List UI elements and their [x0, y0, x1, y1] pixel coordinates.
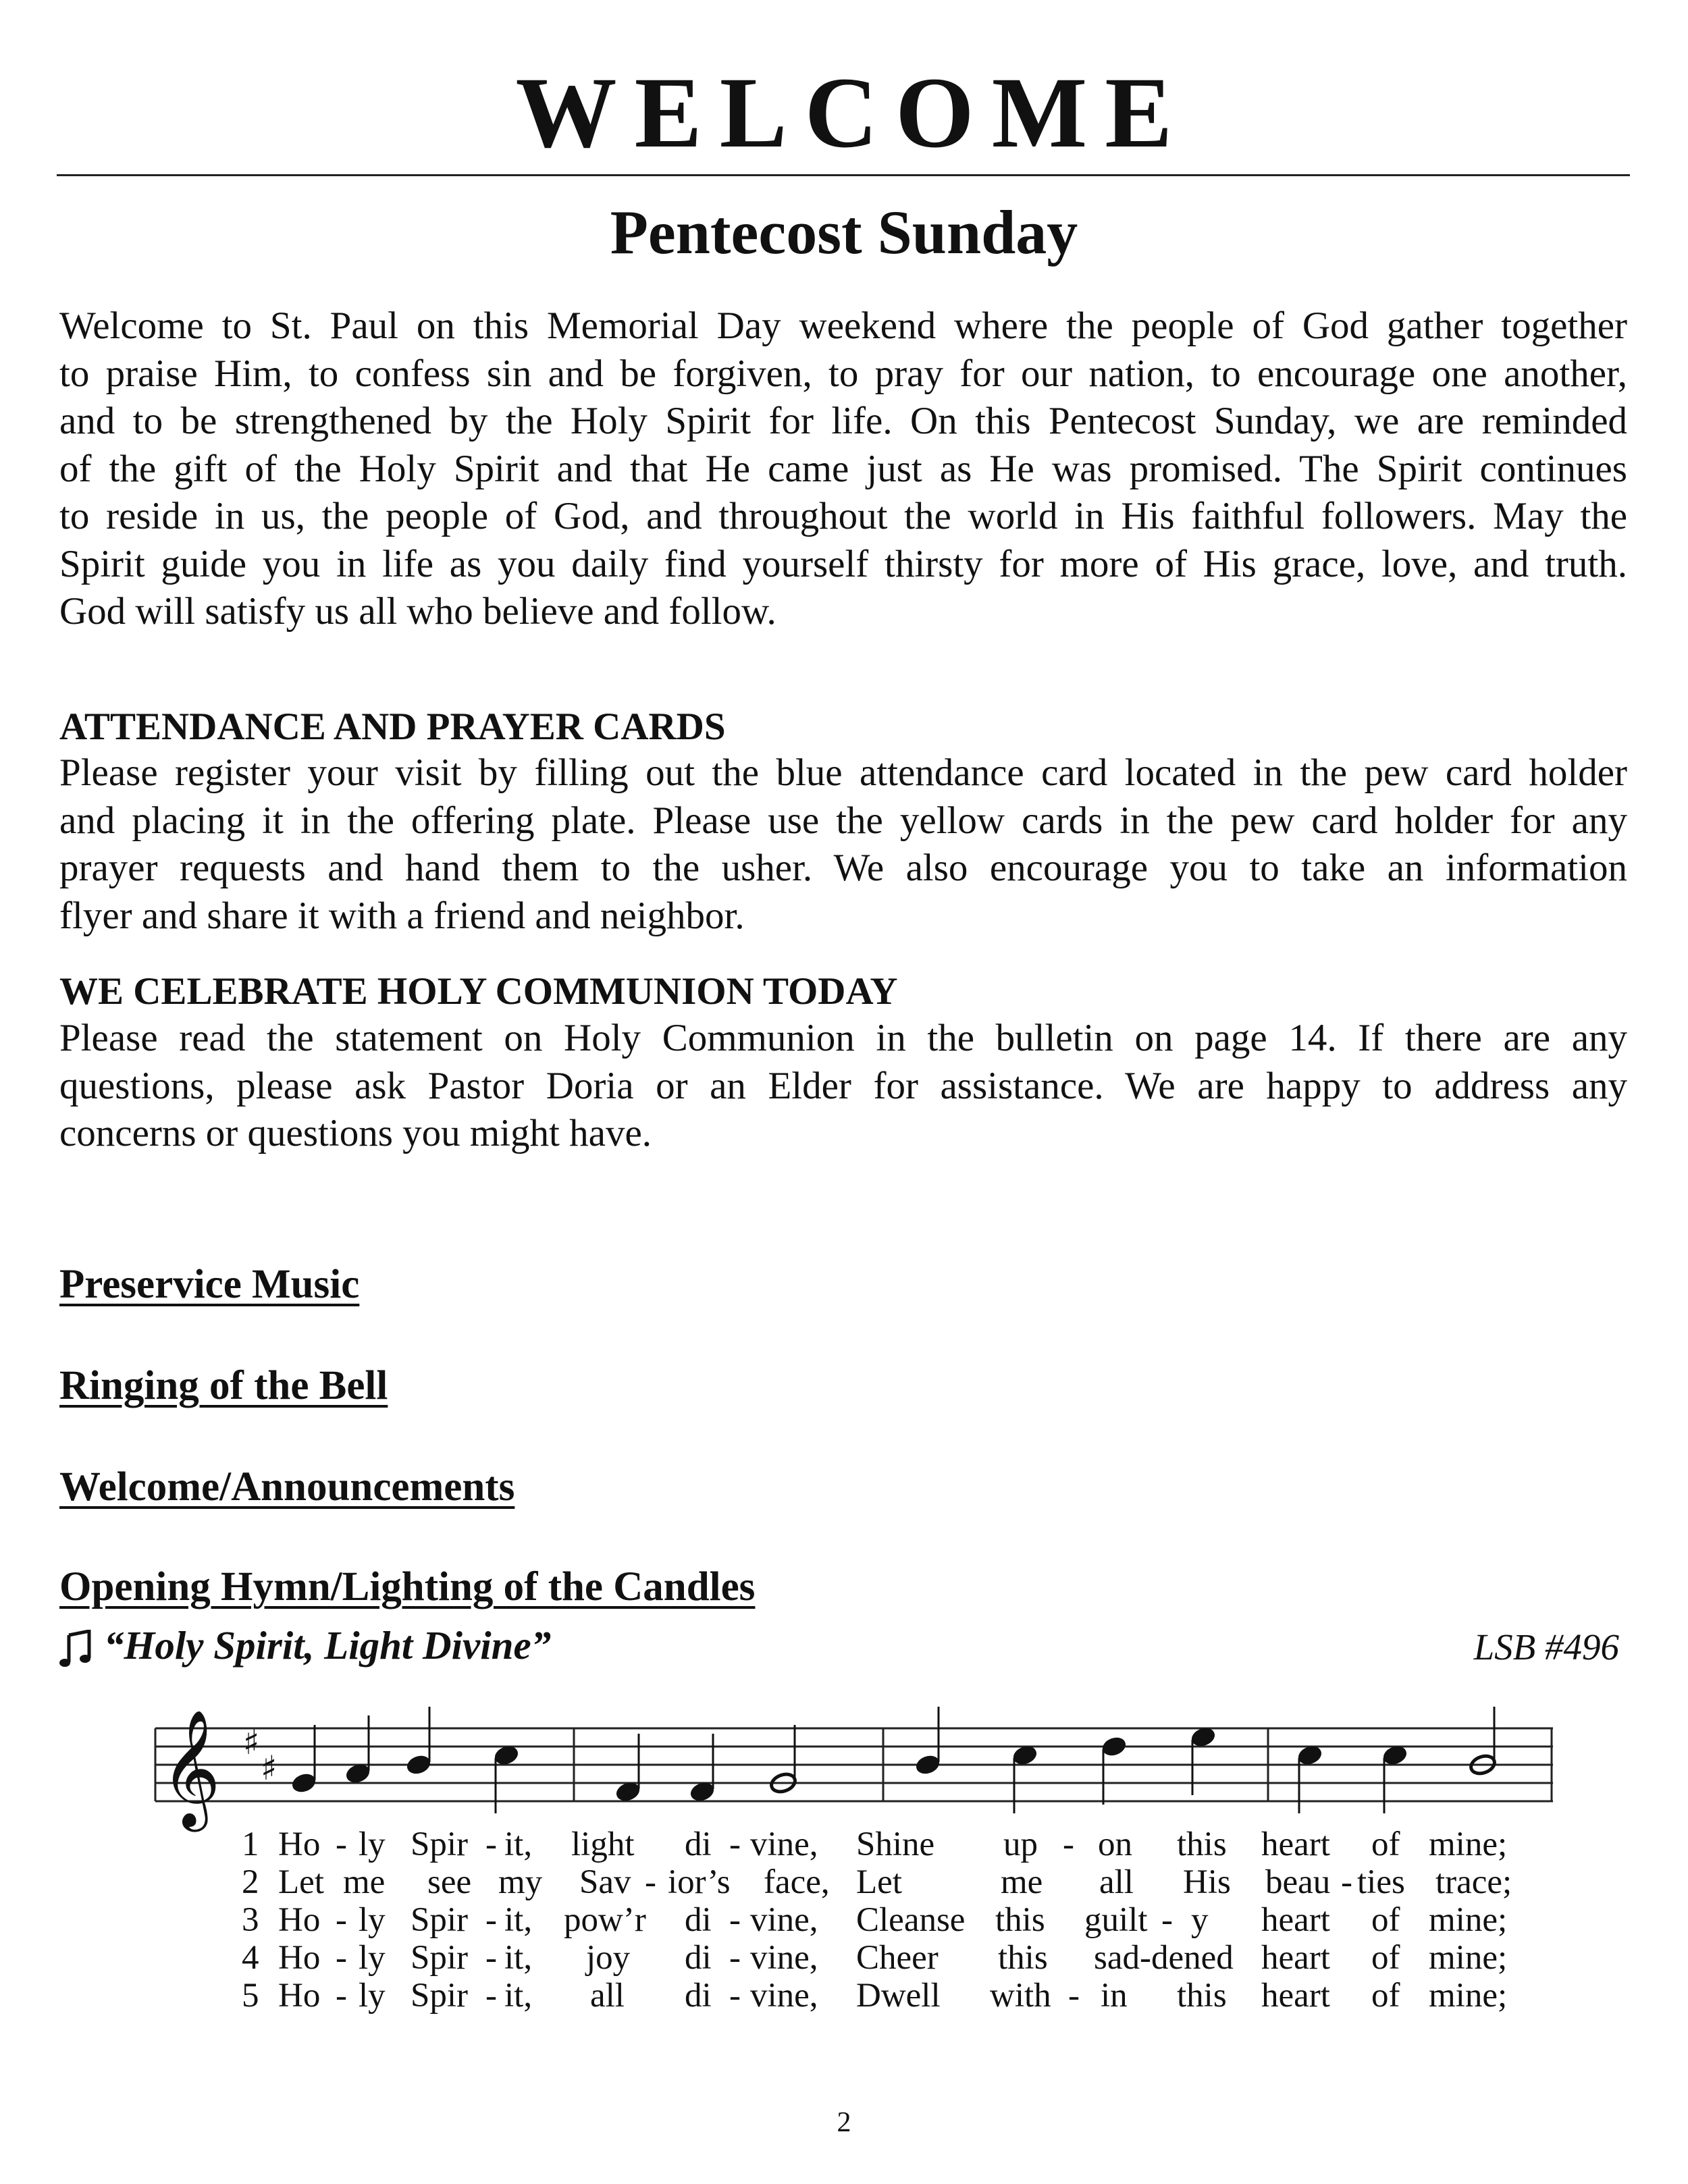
- lyric-syllable: this: [1177, 1826, 1227, 1863]
- verse-number: 5: [242, 1977, 259, 2015]
- lyric-syllable: mine;: [1429, 1939, 1508, 1977]
- section-ringing-of-bell: Ringing of the Bell: [59, 1363, 388, 1408]
- notes: [290, 1707, 1497, 1813]
- lyric-syllable: -: [1063, 1826, 1074, 1863]
- lyric-syllable: mine;: [1429, 1826, 1508, 1863]
- intro-line: Spirit guide you in life as you daily find yourself thirsty for more of His grace, love, and truth.: [59, 542, 1627, 585]
- note: [290, 1772, 317, 1794]
- communion-line: Please read the statement on Holy Communion in the bulletin on page 14. If there are any: [59, 1017, 1627, 1059]
- lyric-syllable: heart: [1261, 1977, 1330, 2015]
- lyric-syllable: Shine: [856, 1826, 935, 1863]
- lyric-syllable: -: [336, 1939, 347, 1977]
- page-title: WELCOME: [515, 57, 1190, 169]
- lyric-syllable: di: [685, 1826, 712, 1863]
- lyric-syllable: Ho: [278, 1901, 321, 1939]
- communion-heading: WE CELEBRATE HOLY COMMUNION TODAY: [59, 970, 898, 1013]
- hymn-title-line: [59, 1623, 1619, 1673]
- lyric-syllable: light: [571, 1826, 635, 1863]
- lyric-syllable: of: [1371, 1939, 1400, 1977]
- lyric-syllable: -: [485, 1939, 497, 1977]
- treble-clef: 𝄞: [161, 1709, 221, 1827]
- lyric-syllable: of: [1371, 1826, 1400, 1863]
- verse-number: 3: [242, 1901, 259, 1939]
- lyric-syllable: His: [1183, 1863, 1231, 1901]
- lyric-syllable: of: [1371, 1901, 1400, 1939]
- lyric-syllable: y: [1191, 1901, 1209, 1939]
- note: [914, 1753, 941, 1776]
- intro-line: and to be strengthened by the Holy Spirit for life. On this Pentecost Sunday, we are reminded: [59, 400, 1627, 442]
- communion-line: concerns or questions you might have.: [59, 1112, 652, 1154]
- lyric-syllable: -: [336, 1977, 347, 2015]
- section-preservice-music: Preservice Music: [59, 1262, 360, 1307]
- lyric-syllable: up: [1003, 1826, 1038, 1863]
- intro-line: to reside in us, the people of God, and throughout the world in His faithful followers. May the: [59, 495, 1627, 537]
- attendance-paragraph: [59, 749, 1627, 940]
- lyric-syllable: di: [685, 1977, 712, 2015]
- attendance-line: Please register your visit by filling out the blue attendance card located in the pew card holder: [59, 751, 1627, 794]
- page-number: 2: [837, 2107, 851, 2138]
- section-opening-hymn: Opening Hymn/Lighting of the Candles: [59, 1564, 756, 1609]
- lyric-syllable: Cheer: [856, 1939, 939, 1977]
- lyric-syllable: mine;: [1429, 1901, 1508, 1939]
- lyric-syllable: -: [1161, 1901, 1173, 1939]
- lyric-syllable: guilt: [1084, 1901, 1148, 1939]
- lyric-syllable: heart: [1261, 1901, 1330, 1939]
- lyric-syllable: ties: [1357, 1863, 1405, 1901]
- verse-1: [0, 1826, 1688, 1863]
- lyric-syllable: trace;: [1435, 1863, 1512, 1901]
- attendance-line: prayer requests and hand them to the usher. We also encourage you to take an information: [59, 847, 1627, 889]
- note: [1101, 1735, 1128, 1758]
- communion-line: questions, please ask Pastor Doria or an Elder for assistance. We are happy to address any: [59, 1064, 1627, 1107]
- lyric-syllable: heart: [1261, 1826, 1330, 1863]
- lyric-syllable: -: [485, 1826, 497, 1863]
- lyric-syllable: beau: [1265, 1863, 1331, 1901]
- lyric-syllable: it,: [504, 1826, 533, 1863]
- lyric-syllable: this: [1177, 1977, 1227, 2015]
- attendance-line: flyer and share it with a friend and neighbor.: [59, 894, 745, 937]
- lyric-syllable: Ho: [278, 1826, 321, 1863]
- lyric-syllable: -: [485, 1901, 497, 1939]
- lyric-syllable: ly: [359, 1901, 386, 1939]
- note: [405, 1753, 432, 1776]
- lyric-syllable: with: [990, 1977, 1051, 2015]
- verse-3: [0, 1901, 1688, 1939]
- intro-line: to praise Him, to confess sin and be forgiven, to pray for our nation, to encourage one another,: [59, 352, 1627, 395]
- lyric-syllable: mine;: [1429, 1977, 1508, 2015]
- lyric-syllable: ior’s: [668, 1863, 731, 1901]
- lyric-syllable: me: [1001, 1863, 1043, 1901]
- lyric-syllable: Dwell: [856, 1977, 941, 2015]
- verse-5: [0, 1977, 1688, 2015]
- lyric-syllable: -: [1341, 1863, 1352, 1901]
- lyric-syllable: Spir: [411, 1826, 469, 1863]
- lyric-syllable: Spir: [411, 1977, 469, 2015]
- verse-2: [0, 1863, 1688, 1901]
- lyric-syllable: on: [1098, 1826, 1132, 1863]
- lyric-syllable: vine,: [750, 1826, 818, 1863]
- lyric-syllable: -: [1068, 1977, 1080, 2015]
- lyric-syllable: ly: [359, 1939, 386, 1977]
- lyric-syllable: -: [645, 1863, 656, 1901]
- verse-number: 2: [242, 1863, 259, 1901]
- intro-line: God will satisfy us all who believe and follow.: [59, 590, 776, 633]
- attendance-heading: ATTENDANCE AND PRAYER CARDS: [59, 705, 726, 748]
- verse-number: 1: [242, 1826, 259, 1863]
- lyric-syllable: heart: [1261, 1939, 1330, 1977]
- lyric-syllable: in: [1101, 1977, 1128, 2015]
- lyric-syllable: -: [729, 1939, 741, 1977]
- lyric-syllable: Cleanse: [856, 1901, 966, 1939]
- lyric-syllable: of: [1371, 1977, 1400, 2015]
- hymn-number: LSB #496: [1473, 1626, 1619, 1668]
- lyric-syllable: Sav: [579, 1863, 631, 1901]
- lyric-syllable: sad-dened: [1094, 1939, 1234, 1977]
- communion-paragraph: [59, 1015, 1627, 1158]
- lyric-syllable: ly: [359, 1826, 386, 1863]
- hymn-title: “Holy Spirit, Light Divine”: [104, 1623, 552, 1668]
- lyric-syllable: vine,: [750, 1977, 818, 2015]
- lyric-syllable: this: [995, 1901, 1045, 1939]
- hymn-music-staff: [142, 1701, 1553, 1836]
- sharp-c: ♯: [261, 1749, 278, 1788]
- lyric-syllable: di: [685, 1901, 712, 1939]
- page-subtitle: Pentecost Sunday: [610, 198, 1078, 267]
- lyric-syllable: -: [336, 1826, 347, 1863]
- lyric-syllable: it,: [504, 1977, 533, 2015]
- attendance-line: and placing it in the offering plate. Please use the yellow cards in the pew card holder for any: [59, 799, 1627, 842]
- lyric-syllable: Let: [856, 1863, 902, 1901]
- intro-line: of the gift of the Holy Spirit and that He came just as He was promised. The Spirit continues: [59, 447, 1627, 490]
- lyric-syllable: -: [485, 1977, 497, 2015]
- lyric-syllable: di: [685, 1939, 712, 1977]
- lyric-syllable: ly: [359, 1977, 386, 2015]
- lyric-syllable: -: [729, 1901, 741, 1939]
- lyric-syllable: -: [336, 1901, 347, 1939]
- lyric-syllable: all: [1099, 1863, 1134, 1901]
- lyric-syllable: face,: [764, 1863, 830, 1901]
- intro-line: Welcome to St. Paul on this Memorial Day weekend where the people of God gather together: [59, 304, 1627, 347]
- verse-number: 4: [242, 1939, 259, 1977]
- title-divider: [57, 174, 1630, 176]
- lyric-syllable: -: [729, 1826, 741, 1863]
- lyric-syllable: vine,: [750, 1901, 818, 1939]
- verse-4: [0, 1939, 1688, 1977]
- lyric-syllable: vine,: [750, 1939, 818, 1977]
- staff-lines: [155, 1728, 1553, 1801]
- lyric-syllable: me: [343, 1863, 386, 1901]
- lyric-syllable: my: [498, 1863, 543, 1901]
- lyric-syllable: Let: [278, 1863, 324, 1901]
- lyric-syllable: it,: [504, 1901, 533, 1939]
- lyric-syllable: see: [427, 1863, 472, 1901]
- lyric-syllable: Spir: [411, 1901, 469, 1939]
- lyric-syllable: it,: [504, 1939, 533, 1977]
- lyric-syllable: all: [590, 1977, 625, 2015]
- lyric-syllable: Spir: [411, 1939, 469, 1977]
- lyric-syllable: -: [729, 1977, 741, 2015]
- intro-paragraph: [59, 302, 1627, 636]
- lyric-syllable: this: [998, 1939, 1048, 1977]
- lyric-syllable: pow’r: [564, 1901, 646, 1939]
- lyric-syllable: Ho: [278, 1977, 321, 2015]
- section-welcome-announcements: Welcome/Announcements: [59, 1464, 515, 1510]
- lyric-syllable: Ho: [278, 1939, 321, 1977]
- sharp-f: ♯: [243, 1723, 260, 1762]
- music-note-icon: [59, 1630, 93, 1670]
- lyric-syllable: joy: [586, 1939, 631, 1977]
